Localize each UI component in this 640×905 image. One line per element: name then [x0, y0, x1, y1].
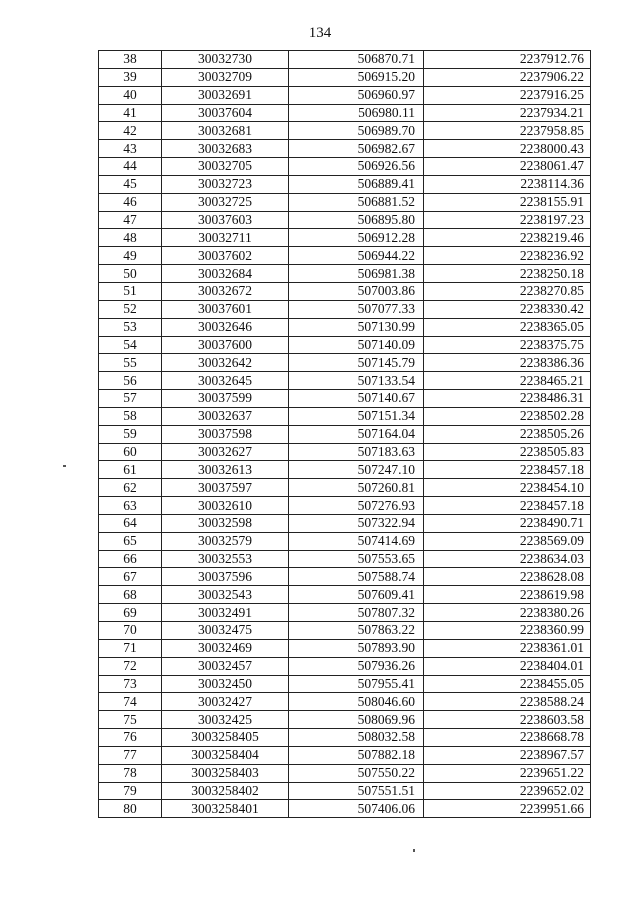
table-row	[99, 140, 591, 158]
y-coordinate-cell: 2238634.03	[424, 550, 591, 568]
x-coordinate-cell: 508046.60	[289, 693, 424, 711]
table-row	[99, 675, 591, 693]
x-coordinate-cell: 506989.70	[289, 122, 424, 140]
row-number-cell: 75	[99, 711, 162, 729]
point-id-cell: 30032553	[162, 550, 289, 568]
y-coordinate-cell: 2238360.99	[424, 622, 591, 640]
point-id-cell: 30032709	[162, 68, 289, 86]
row-number-cell: 72	[99, 657, 162, 675]
point-id-cell: 30032723	[162, 175, 289, 193]
row-number-cell: 48	[99, 229, 162, 247]
point-id-cell: 30032627	[162, 443, 289, 461]
table-row	[99, 711, 591, 729]
row-number-cell: 59	[99, 425, 162, 443]
table-row	[99, 86, 591, 104]
row-number-cell: 39	[99, 68, 162, 86]
x-coordinate-cell: 507133.54	[289, 372, 424, 390]
point-id-cell: 30032457	[162, 657, 289, 675]
table-row	[99, 568, 591, 586]
row-number-cell: 42	[99, 122, 162, 140]
point-id-cell: 3003258401	[162, 800, 289, 818]
point-id-cell: 30032681	[162, 122, 289, 140]
y-coordinate-cell: 2238457.18	[424, 497, 591, 515]
x-coordinate-cell: 507140.67	[289, 390, 424, 408]
row-number-cell: 49	[99, 247, 162, 265]
y-coordinate-cell: 2238114.36	[424, 175, 591, 193]
point-id-cell: 30032425	[162, 711, 289, 729]
row-number-cell: 71	[99, 639, 162, 657]
point-id-cell: 30032475	[162, 622, 289, 640]
y-coordinate-cell: 2238365.05	[424, 318, 591, 336]
row-number-cell: 68	[99, 586, 162, 604]
x-coordinate-cell: 507955.41	[289, 675, 424, 693]
point-id-cell: 3003258404	[162, 746, 289, 764]
y-coordinate-cell: 2238502.28	[424, 407, 591, 425]
x-coordinate-cell: 507322.94	[289, 514, 424, 532]
row-number-cell: 74	[99, 693, 162, 711]
y-coordinate-cell: 2238455.05	[424, 675, 591, 693]
point-id-cell: 30037602	[162, 247, 289, 265]
table-row	[99, 175, 591, 193]
point-id-cell: 30032672	[162, 282, 289, 300]
row-number-cell: 53	[99, 318, 162, 336]
y-coordinate-cell: 2237934.21	[424, 104, 591, 122]
table-row	[99, 532, 591, 550]
point-id-cell: 30032579	[162, 532, 289, 550]
x-coordinate-cell: 507247.10	[289, 461, 424, 479]
y-coordinate-cell: 2238250.18	[424, 265, 591, 283]
row-number-cell: 70	[99, 622, 162, 640]
y-coordinate-cell: 2238061.47	[424, 158, 591, 176]
point-id-cell: 30037599	[162, 390, 289, 408]
point-id-cell: 30037598	[162, 425, 289, 443]
point-id-cell: 30037596	[162, 568, 289, 586]
point-id-cell: 30037601	[162, 300, 289, 318]
table-row	[99, 764, 591, 782]
row-number-cell: 61	[99, 461, 162, 479]
table-row	[99, 68, 591, 86]
table-row	[99, 729, 591, 747]
table-row	[99, 104, 591, 122]
y-coordinate-cell: 2238486.31	[424, 390, 591, 408]
y-coordinate-cell: 2237916.25	[424, 86, 591, 104]
x-coordinate-cell: 507551.51	[289, 782, 424, 800]
y-coordinate-cell: 2239951.66	[424, 800, 591, 818]
point-id-cell: 30032427	[162, 693, 289, 711]
point-id-cell: 30032637	[162, 407, 289, 425]
x-coordinate-cell: 507151.34	[289, 407, 424, 425]
point-id-cell: 30032691	[162, 86, 289, 104]
row-number-cell: 44	[99, 158, 162, 176]
row-number-cell: 64	[99, 514, 162, 532]
y-coordinate-cell: 2237912.76	[424, 51, 591, 69]
row-number-cell: 77	[99, 746, 162, 764]
scan-speck	[63, 465, 66, 467]
y-coordinate-cell: 2238219.46	[424, 229, 591, 247]
x-coordinate-cell: 507893.90	[289, 639, 424, 657]
x-coordinate-cell: 507077.33	[289, 300, 424, 318]
x-coordinate-cell: 507936.26	[289, 657, 424, 675]
point-id-cell: 30037604	[162, 104, 289, 122]
row-number-cell: 80	[99, 800, 162, 818]
x-coordinate-cell: 506960.97	[289, 86, 424, 104]
row-number-cell: 60	[99, 443, 162, 461]
y-coordinate-cell: 2238361.01	[424, 639, 591, 657]
point-id-cell: 30032645	[162, 372, 289, 390]
x-coordinate-cell: 506881.52	[289, 193, 424, 211]
x-coordinate-cell: 507276.93	[289, 497, 424, 515]
row-number-cell: 45	[99, 175, 162, 193]
table-row	[99, 604, 591, 622]
x-coordinate-cell: 506889.41	[289, 175, 424, 193]
row-number-cell: 63	[99, 497, 162, 515]
table-row	[99, 657, 591, 675]
point-id-cell: 30037603	[162, 211, 289, 229]
table-row	[99, 390, 591, 408]
y-coordinate-cell: 2239651.22	[424, 764, 591, 782]
table-row	[99, 247, 591, 265]
row-number-cell: 46	[99, 193, 162, 211]
point-id-cell: 30032711	[162, 229, 289, 247]
x-coordinate-cell: 506895.80	[289, 211, 424, 229]
x-coordinate-cell: 507550.22	[289, 764, 424, 782]
point-id-cell: 30032725	[162, 193, 289, 211]
point-id-cell: 30032684	[162, 265, 289, 283]
row-number-cell: 78	[99, 764, 162, 782]
row-number-cell: 66	[99, 550, 162, 568]
x-coordinate-cell: 507553.65	[289, 550, 424, 568]
row-number-cell: 76	[99, 729, 162, 747]
y-coordinate-cell: 2238380.26	[424, 604, 591, 622]
point-id-cell: 30037597	[162, 479, 289, 497]
point-id-cell: 30032642	[162, 354, 289, 372]
point-id-cell: 30032598	[162, 514, 289, 532]
x-coordinate-cell: 507807.32	[289, 604, 424, 622]
x-coordinate-cell: 507863.22	[289, 622, 424, 640]
y-coordinate-cell: 2238505.26	[424, 425, 591, 443]
x-coordinate-cell: 507130.99	[289, 318, 424, 336]
y-coordinate-cell: 2238454.10	[424, 479, 591, 497]
table-row	[99, 158, 591, 176]
row-number-cell: 55	[99, 354, 162, 372]
point-id-cell: 30032613	[162, 461, 289, 479]
page-number: 134	[308, 25, 332, 41]
point-id-cell: 30032450	[162, 675, 289, 693]
x-coordinate-cell: 506982.67	[289, 140, 424, 158]
x-coordinate-cell: 508069.96	[289, 711, 424, 729]
table-row	[99, 51, 591, 69]
row-number-cell: 54	[99, 336, 162, 354]
y-coordinate-cell: 2238465.21	[424, 372, 591, 390]
table-body	[99, 51, 591, 818]
row-number-cell: 40	[99, 86, 162, 104]
point-id-cell: 30032469	[162, 639, 289, 657]
x-coordinate-cell: 506870.71	[289, 51, 424, 69]
point-id-cell: 30032610	[162, 497, 289, 515]
table-row	[99, 800, 591, 818]
row-number-cell: 67	[99, 568, 162, 586]
x-coordinate-cell: 507183.63	[289, 443, 424, 461]
y-coordinate-cell: 2238375.75	[424, 336, 591, 354]
coordinates-table	[98, 50, 591, 818]
x-coordinate-cell: 507140.09	[289, 336, 424, 354]
y-coordinate-cell: 2238197.23	[424, 211, 591, 229]
table-row	[99, 211, 591, 229]
table-row	[99, 693, 591, 711]
y-coordinate-cell: 2238505.83	[424, 443, 591, 461]
table-row	[99, 425, 591, 443]
point-id-cell: 3003258405	[162, 729, 289, 747]
y-coordinate-cell: 2238155.91	[424, 193, 591, 211]
x-coordinate-cell: 506980.11	[289, 104, 424, 122]
y-coordinate-cell: 2238236.92	[424, 247, 591, 265]
table-row	[99, 372, 591, 390]
y-coordinate-cell: 2238330.42	[424, 300, 591, 318]
table-row	[99, 622, 591, 640]
x-coordinate-cell: 507406.06	[289, 800, 424, 818]
table-row	[99, 354, 591, 372]
x-coordinate-cell: 507145.79	[289, 354, 424, 372]
x-coordinate-cell: 506915.20	[289, 68, 424, 86]
table-row	[99, 265, 591, 283]
y-coordinate-cell: 2238457.18	[424, 461, 591, 479]
row-number-cell: 52	[99, 300, 162, 318]
y-coordinate-cell: 2238386.36	[424, 354, 591, 372]
row-number-cell: 79	[99, 782, 162, 800]
point-id-cell: 30032730	[162, 51, 289, 69]
table-row	[99, 443, 591, 461]
y-coordinate-cell: 2238668.78	[424, 729, 591, 747]
row-number-cell: 43	[99, 140, 162, 158]
table-row	[99, 229, 591, 247]
x-coordinate-cell: 508032.58	[289, 729, 424, 747]
row-number-cell: 65	[99, 532, 162, 550]
y-coordinate-cell: 2238404.01	[424, 657, 591, 675]
row-number-cell: 69	[99, 604, 162, 622]
y-coordinate-cell: 2239652.02	[424, 782, 591, 800]
x-coordinate-cell: 506981.38	[289, 265, 424, 283]
y-coordinate-cell: 2238490.71	[424, 514, 591, 532]
table-row	[99, 746, 591, 764]
table-row	[99, 461, 591, 479]
row-number-cell: 38	[99, 51, 162, 69]
y-coordinate-cell: 2237958.85	[424, 122, 591, 140]
point-id-cell: 30032491	[162, 604, 289, 622]
row-number-cell: 73	[99, 675, 162, 693]
table-row	[99, 479, 591, 497]
table-row	[99, 122, 591, 140]
y-coordinate-cell: 2238000.43	[424, 140, 591, 158]
x-coordinate-cell: 507164.04	[289, 425, 424, 443]
table-row	[99, 336, 591, 354]
table-row	[99, 550, 591, 568]
point-id-cell: 3003258403	[162, 764, 289, 782]
table-row	[99, 782, 591, 800]
x-coordinate-cell: 507882.18	[289, 746, 424, 764]
row-number-cell: 41	[99, 104, 162, 122]
table-row	[99, 282, 591, 300]
row-number-cell: 50	[99, 265, 162, 283]
table-row	[99, 193, 591, 211]
point-id-cell: 30032683	[162, 140, 289, 158]
row-number-cell: 57	[99, 390, 162, 408]
y-coordinate-cell: 2238588.24	[424, 693, 591, 711]
row-number-cell: 51	[99, 282, 162, 300]
x-coordinate-cell: 507588.74	[289, 568, 424, 586]
row-number-cell: 58	[99, 407, 162, 425]
x-coordinate-cell: 506926.56	[289, 158, 424, 176]
x-coordinate-cell: 507003.86	[289, 282, 424, 300]
row-number-cell: 56	[99, 372, 162, 390]
point-id-cell: 30032705	[162, 158, 289, 176]
scan-speck	[413, 849, 415, 852]
x-coordinate-cell: 506912.28	[289, 229, 424, 247]
y-coordinate-cell: 2238628.08	[424, 568, 591, 586]
coordinates-table-container	[98, 50, 590, 818]
point-id-cell: 3003258402	[162, 782, 289, 800]
y-coordinate-cell: 2238603.58	[424, 711, 591, 729]
x-coordinate-cell: 507260.81	[289, 479, 424, 497]
y-coordinate-cell: 2238569.09	[424, 532, 591, 550]
row-number-cell: 47	[99, 211, 162, 229]
table-row	[99, 639, 591, 657]
table-row	[99, 318, 591, 336]
table-row	[99, 407, 591, 425]
y-coordinate-cell: 2237906.22	[424, 68, 591, 86]
y-coordinate-cell: 2238967.57	[424, 746, 591, 764]
point-id-cell: 30032543	[162, 586, 289, 604]
point-id-cell: 30037600	[162, 336, 289, 354]
row-number-cell: 62	[99, 479, 162, 497]
table-row	[99, 586, 591, 604]
point-id-cell: 30032646	[162, 318, 289, 336]
y-coordinate-cell: 2238270.85	[424, 282, 591, 300]
table-row	[99, 497, 591, 515]
table-row	[99, 300, 591, 318]
x-coordinate-cell: 507414.69	[289, 532, 424, 550]
y-coordinate-cell: 2238619.98	[424, 586, 591, 604]
table-row	[99, 514, 591, 532]
x-coordinate-cell: 506944.22	[289, 247, 424, 265]
x-coordinate-cell: 507609.41	[289, 586, 424, 604]
